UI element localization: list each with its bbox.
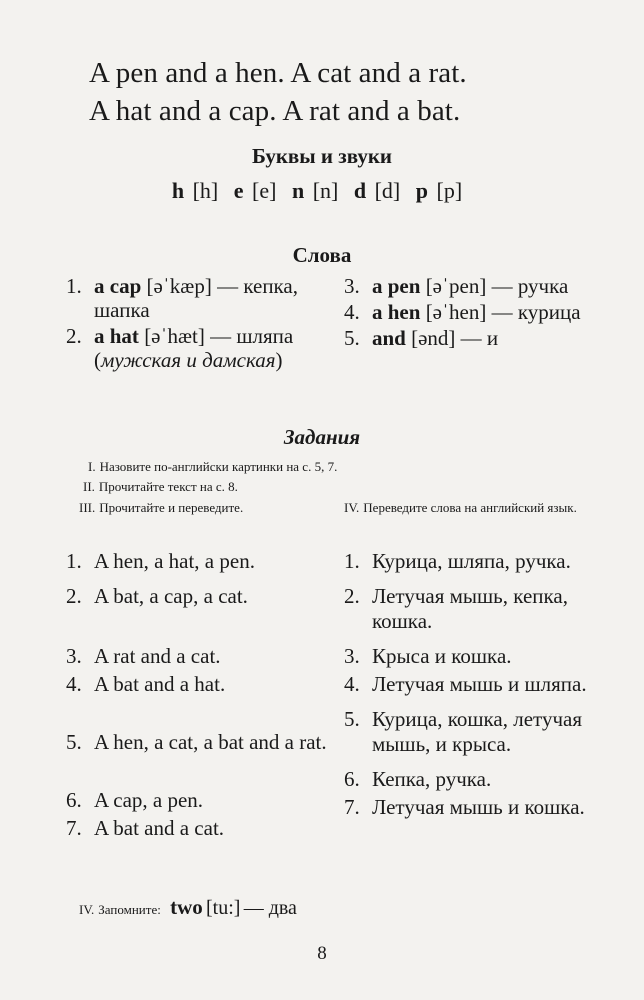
vocab-number: 2. bbox=[66, 324, 82, 348]
sentence-row bbox=[344, 707, 606, 757]
memorize-word: two bbox=[170, 895, 203, 919]
vocab-column-left bbox=[66, 274, 328, 374]
sentence-text: Летучая мышь и шляпа. bbox=[372, 672, 587, 696]
vocab-word: a cap bbox=[94, 274, 142, 298]
sentence-number: 6. bbox=[344, 767, 360, 791]
memorize-label: Запомните: bbox=[98, 902, 161, 917]
task-instruction-3 bbox=[79, 500, 319, 516]
sentence-text: Летучая мышь, кепка, кошка. bbox=[372, 584, 568, 633]
vocab-transcription: [əˈhen] bbox=[425, 300, 487, 324]
sentence-row bbox=[66, 644, 328, 669]
vocab-transcription: [əˈkæp] bbox=[146, 274, 212, 298]
sentence-number: 3. bbox=[344, 644, 360, 668]
vocab-translation: — курица bbox=[491, 300, 581, 324]
vocab-item bbox=[344, 326, 606, 350]
sentence-number: 2. bbox=[344, 584, 360, 608]
vocab-translation: — и bbox=[460, 326, 499, 350]
sentence-number: 5. bbox=[344, 707, 360, 731]
sentence-row bbox=[66, 672, 328, 697]
sentence-text: A bat and a hat. bbox=[94, 672, 226, 696]
letter: n bbox=[291, 178, 305, 203]
vocab-word: a pen bbox=[372, 274, 421, 298]
vocab-word: a hen bbox=[372, 300, 421, 324]
sound: [e] bbox=[252, 178, 277, 203]
vocab-translation-end: ) bbox=[275, 348, 283, 372]
sentence-row bbox=[66, 584, 328, 609]
sound: [p] bbox=[436, 178, 463, 203]
intro-line-1: A pen and a hen. A cat and a rat. bbox=[89, 57, 467, 89]
memorize-transcription: [tu:] bbox=[206, 897, 241, 919]
sentence-text: Курица, кошка, летучая мышь, и крыса. bbox=[372, 707, 582, 756]
roman-numeral: I. bbox=[88, 459, 96, 474]
vocab-item bbox=[66, 324, 328, 372]
sentence-row bbox=[66, 730, 328, 755]
sentence-number: 1. bbox=[66, 549, 82, 573]
sentence-number: 1. bbox=[344, 549, 360, 573]
instruction-text: Прочитайте текст на с. 8. bbox=[98, 479, 238, 494]
sentence-number: 2. bbox=[66, 584, 82, 608]
vocab-translation: — ручка bbox=[491, 274, 569, 298]
task-instruction-2 bbox=[83, 479, 238, 495]
page-number: 8 bbox=[317, 943, 327, 964]
roman-numeral: II. bbox=[83, 479, 95, 494]
sentence-row bbox=[344, 584, 606, 634]
sentence-row bbox=[344, 672, 606, 697]
sentence-row bbox=[66, 788, 328, 813]
sentence-row bbox=[344, 767, 606, 792]
sentence-number: 7. bbox=[66, 816, 82, 840]
sentence-text: Кепка, ручка. bbox=[372, 767, 492, 791]
sentence-text: Крыса и кошка. bbox=[372, 644, 512, 668]
vocab-number: 3. bbox=[344, 274, 360, 298]
sentence-text: A bat, a cap, a cat. bbox=[94, 584, 248, 608]
instruction-text: Назовите по-английски картинки на с. 5, 7. bbox=[99, 459, 338, 474]
sentence-text: A bat and a cat. bbox=[94, 816, 225, 840]
sentence-number: 4. bbox=[344, 672, 360, 696]
roman-numeral: IV. bbox=[79, 902, 95, 917]
vocab-column-right bbox=[344, 274, 606, 352]
roman-numeral: III. bbox=[79, 500, 96, 515]
sentence-text: Летучая мышь и кошка. bbox=[372, 795, 585, 819]
tasks-heading: Задания bbox=[283, 425, 361, 449]
vocab-item bbox=[344, 300, 606, 324]
sound: [h] bbox=[192, 178, 219, 203]
vocab-translation: — кепка, шапка bbox=[94, 274, 299, 322]
intro-text bbox=[89, 54, 559, 130]
vocab-translation: — шляпа ( bbox=[94, 324, 294, 372]
vocab-number: 5. bbox=[344, 326, 360, 350]
sound: [d] bbox=[374, 178, 401, 203]
vocab-transcription: [əˈpen] bbox=[425, 274, 487, 298]
words-heading: Слова bbox=[292, 243, 352, 267]
intro-line-2: A hat and a cap. A rat and a bat. bbox=[89, 95, 461, 127]
roman-numeral: IV. bbox=[344, 500, 360, 515]
letters-sounds-row bbox=[0, 178, 644, 204]
sentence-row bbox=[344, 644, 606, 669]
sentence-row bbox=[344, 549, 606, 574]
vocab-transcription: [ənd] bbox=[411, 326, 456, 350]
sentence-row bbox=[66, 816, 328, 841]
letter: h bbox=[171, 178, 185, 203]
vocab-word: and bbox=[372, 326, 406, 350]
sentence-text: A hen, a cat, a bat and a rat. bbox=[94, 730, 327, 754]
sentence-number: 4. bbox=[66, 672, 82, 696]
vocab-item bbox=[66, 274, 328, 322]
letter: d bbox=[353, 178, 367, 203]
english-sentences bbox=[66, 549, 328, 841]
vocab-number: 1. bbox=[66, 274, 82, 298]
memorize-line bbox=[79, 895, 297, 919]
sentence-number: 5. bbox=[66, 730, 82, 754]
vocab-item bbox=[344, 274, 606, 298]
letters-sounds-heading: Буквы и звуки bbox=[251, 144, 393, 168]
sentence-text: Курица, шляпа, ручка. bbox=[372, 549, 571, 573]
task-instruction-1 bbox=[88, 459, 337, 475]
instruction-text: Переведите слова на английский язык. bbox=[363, 500, 577, 515]
vocab-word: a hat bbox=[94, 324, 139, 348]
vocab-number: 4. bbox=[344, 300, 360, 324]
instruction-text: Прочитайте и переведите. bbox=[99, 500, 244, 515]
sound: [n] bbox=[312, 178, 339, 203]
sentence-text: A hen, a hat, a pen. bbox=[94, 549, 255, 573]
vocab-translation-italic: мужская и дамская bbox=[101, 348, 276, 372]
sentence-row bbox=[66, 549, 328, 574]
sentence-text: A cap, a pen. bbox=[94, 788, 204, 812]
sentence-row bbox=[344, 795, 606, 820]
letter: e bbox=[233, 178, 244, 203]
russian-sentences bbox=[344, 549, 606, 820]
memorize-translation: — два bbox=[243, 897, 297, 919]
task-instruction-4 bbox=[344, 500, 606, 516]
sentence-number: 6. bbox=[66, 788, 82, 812]
letter: p bbox=[415, 178, 428, 203]
sentence-text: A rat and a cat. bbox=[94, 644, 221, 668]
vocab-transcription: [əˈhæt] bbox=[144, 324, 205, 348]
sentence-number: 3. bbox=[66, 644, 82, 668]
sentence-number: 7. bbox=[344, 795, 360, 819]
